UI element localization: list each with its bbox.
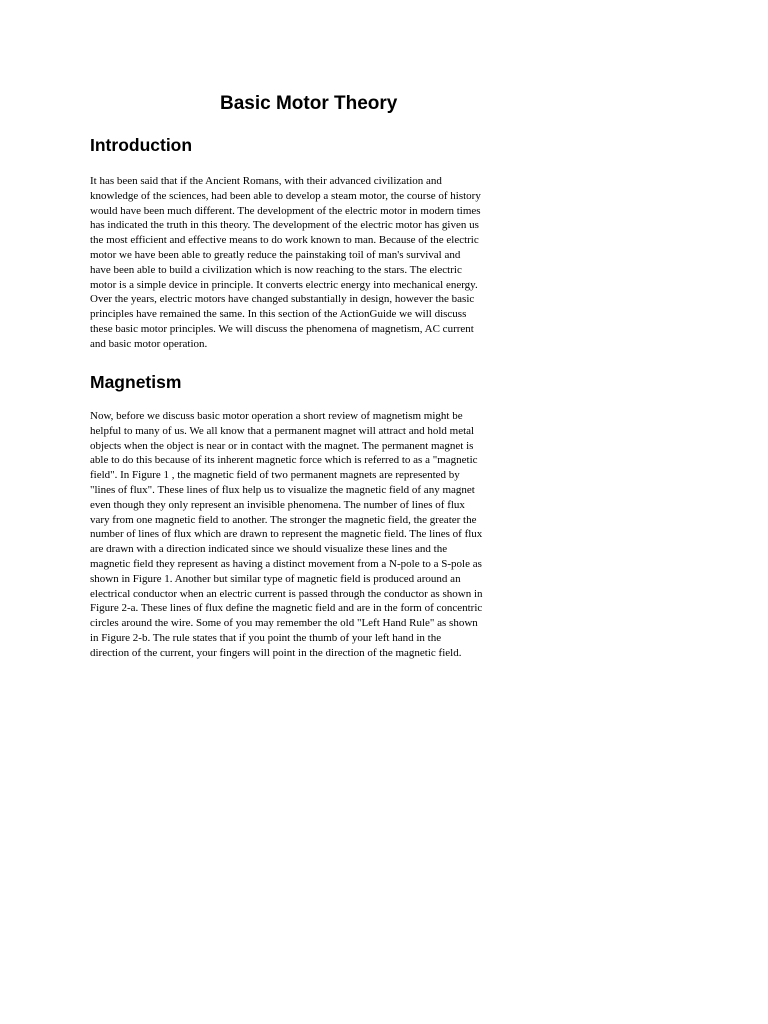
paragraph-line: vary from one magnetic field to another. The stronger the magnetic field, the greater the (90, 513, 477, 526)
paragraph-line: Over the years, electric motors have changed substantially in design, however the basic (90, 293, 475, 306)
paragraph-line: principles have remained the same. In this section of the ActionGuide we will discuss (90, 308, 467, 321)
paragraph-line: circles around the wire. Some of you may remember the old "Left Hand Rule" as shown (90, 617, 478, 630)
paragraph-line: motor is a simple device in principle. It converts electric energy into mechanical energy. (90, 278, 478, 291)
paragraph-line: able to do this because of its inherent magnetic force which is referred to as a "magnetic (90, 454, 478, 467)
paragraph-line: helpful to many of us. We all know that a permanent magnet will attract and hold metal (90, 424, 475, 437)
paragraph-line: "lines of flux". These lines of flux help us to visualize the magnetic field of any magnet (90, 483, 475, 496)
paragraph-line: are drawn with a direction indicated since we should visualize these lines and the (90, 543, 448, 556)
paragraph-line: electrical conductor when an electric current is passed through the conductor as shown in (90, 587, 483, 600)
paragraph-line: would have been much different. The development of the electric motor in modern times (90, 204, 481, 217)
section-heading-introduction: Introduction (90, 135, 193, 155)
paragraph-line: Figure 2-a. These lines of flux define the magnetic field and are in the form of concentric (90, 602, 483, 615)
paragraph-line: objects when the object is near or in contact with the magnet. The permanent magnet is (90, 439, 474, 452)
page-title: Basic Motor Theory (220, 93, 398, 114)
paragraph-line: field". In Figure 1 , the magnetic field of two permanent magnets are represented by (90, 469, 460, 482)
magnetism-paragraph (90, 409, 483, 661)
paragraph-line: has indicated the truth in this theory. The development of the electric motor has given us (90, 219, 479, 232)
paragraph-line: number of lines of flux which are drawn to represent the magnetic field. The lines of flux (90, 528, 483, 541)
paragraph-line: the most efficient and effective means to do work known to man. Because of the electric (90, 234, 479, 247)
paragraph-line: direction of the current, your fingers will point in the direction of the magnetic field. (90, 646, 462, 659)
section-heading-magnetism: Magnetism (90, 372, 182, 392)
paragraph-line: even though they only represent an invisible phenomena. The number of lines of flux (90, 498, 465, 511)
paragraph-line: Now, before we discuss basic motor operation a short review of magnetism might be (90, 410, 463, 422)
paragraph-line: shown in Figure 1. Another but similar type of magnetic field is produced around an (90, 572, 461, 585)
paragraph-line: have been able to build a civilization which is now reaching to the stars. The electric (90, 263, 462, 276)
paragraph-line: in Figure 2-b. The rule states that if you point the thumb of your left hand in the (90, 631, 442, 644)
paragraph-line: magnetic field they represent as having a distinct movement from a N-pole to a S-pole as (90, 557, 482, 570)
paragraph-line: these basic motor principles. We will discuss the phenomena of magnetism, AC current (90, 322, 474, 335)
paragraph-line: motor we have been able to greatly reduce the painstaking toil of man's survival and (90, 248, 461, 261)
introduction-paragraph (90, 174, 481, 352)
paragraph-line: knowledge of the sciences, had been able to develop a steam motor, the course of history (90, 189, 481, 202)
paragraph-line: and basic motor operation. (90, 337, 208, 350)
paragraph-line: It has been said that if the Ancient Romans, with their advanced civilization and (90, 175, 442, 187)
